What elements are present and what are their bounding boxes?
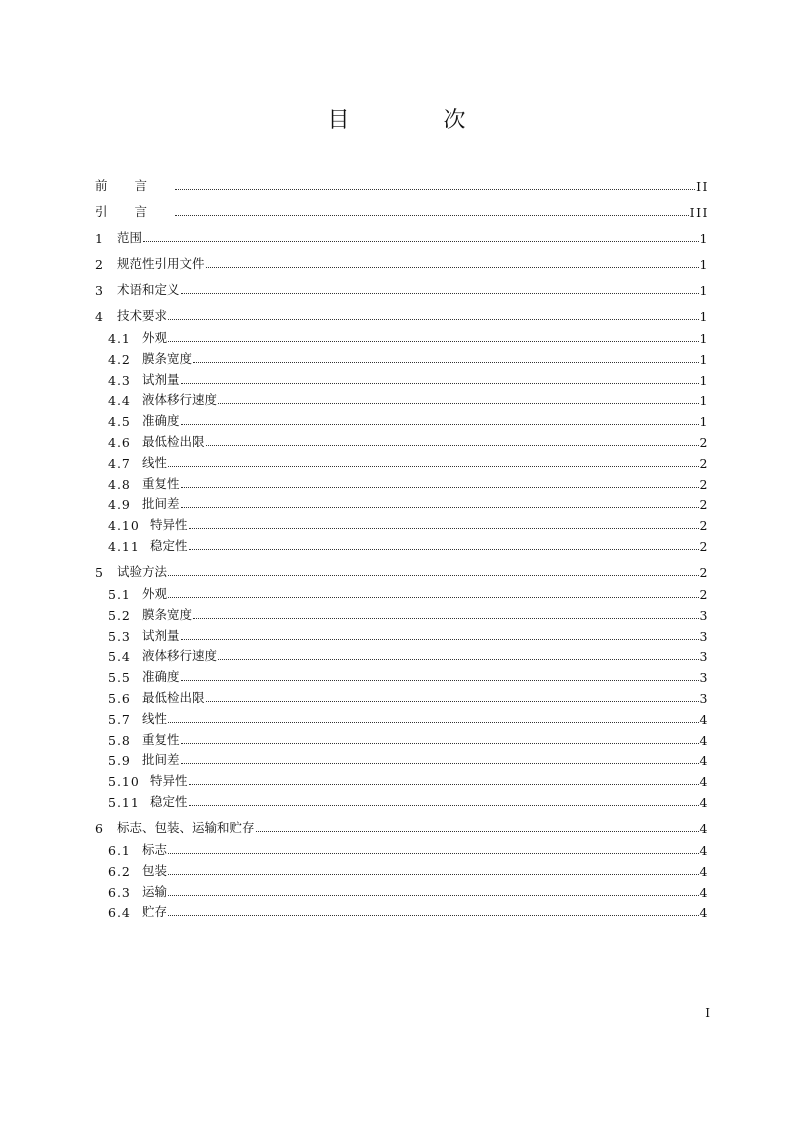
toc-entry-label: 稳定性 [150, 793, 188, 809]
toc-entry-subsection[interactable] [95, 512, 709, 533]
toc-entry-subsection[interactable] [95, 471, 709, 492]
toc-entry-label: 特异性 [150, 517, 188, 533]
toc-entry-number: 4 [95, 309, 103, 324]
toc-entry-label: 运输 [142, 883, 168, 899]
dot-leader [181, 763, 699, 764]
toc-entry-number: 6.3 [108, 884, 131, 900]
toc-entry-label: 准确度 [142, 413, 180, 429]
toc-entry-number: 5.10 [108, 774, 140, 790]
toc-entry-number: 6.2 [108, 863, 131, 879]
toc-entry-label: 液体移行速度 [142, 648, 218, 664]
toc-entry-label: 包装 [142, 862, 168, 878]
dot-leader [168, 466, 699, 467]
toc-entry-subsection[interactable] [95, 388, 709, 409]
toc-entry-subsection[interactable] [95, 858, 709, 879]
toc-entry-page-number: 4 [699, 711, 709, 727]
toc-entry-subsection[interactable] [95, 900, 709, 921]
toc-entry-number: 5.6 [108, 690, 131, 706]
toc-entry-number: 4.5 [108, 414, 131, 430]
dot-leader [168, 575, 699, 576]
toc-entry-page-number: 1 [699, 309, 709, 324]
toc-entry-label: 技术要求 [117, 308, 168, 323]
toc-entry-front-matter[interactable] [95, 170, 709, 194]
toc-entry-label: 重复性 [142, 475, 180, 491]
toc-entry-subsection[interactable] [95, 748, 709, 769]
toc-entry-label: 稳定性 [150, 537, 188, 553]
toc-entry-subsection[interactable] [95, 644, 709, 665]
toc-entry-subsection[interactable] [95, 789, 709, 810]
toc-entry-label: 标志 [142, 841, 168, 857]
toc-entry-number: 6.1 [108, 842, 131, 858]
toc-entry-number: 5.4 [108, 649, 131, 665]
dot-leader [181, 507, 699, 508]
dot-leader [206, 445, 699, 446]
toc-entry-number: 5.1 [108, 586, 131, 602]
dot-leader [189, 805, 699, 806]
toc-entry-number: 4.7 [108, 455, 131, 471]
dot-leader [181, 680, 699, 681]
toc-entry-page-number: 3 [699, 690, 709, 706]
toc-entry-page-number: 4 [699, 863, 709, 879]
toc-entry-number: 5.3 [108, 628, 131, 644]
toc-entry-label: 最低检出限 [142, 433, 205, 449]
dot-leader [218, 659, 699, 660]
toc-entry-page-number: 3 [699, 649, 709, 665]
toc-entry-subsection[interactable] [95, 685, 709, 706]
dot-leader [168, 915, 699, 916]
toc-entry-subsection[interactable] [95, 623, 709, 644]
toc-entry-subsection[interactable] [95, 408, 709, 429]
toc-entry-number: 4.11 [108, 538, 140, 554]
toc-entry-subsection[interactable] [95, 706, 709, 727]
toc-entry-label: 规范性引用文件 [117, 256, 205, 271]
toc-entry-number: 5.2 [108, 607, 131, 623]
toc-entry-subsection[interactable] [95, 429, 709, 450]
toc-entry-page-number: 2 [699, 434, 709, 450]
toc-entry-number: 4.3 [108, 372, 131, 388]
toc-entry-page-number: 2 [699, 586, 709, 602]
toc-entry-page-number: II [696, 179, 709, 194]
toc-entry-page-number: 1 [699, 351, 709, 367]
toc-entry-number: 5.8 [108, 732, 131, 748]
toc-entry-subsection[interactable] [95, 533, 709, 554]
toc-entry-label: 引言 [95, 204, 175, 219]
toc-entry-subsection[interactable] [95, 324, 709, 346]
toc-entry-subsection[interactable] [95, 580, 709, 602]
toc-entry-page-number: 1 [699, 372, 709, 388]
dot-leader [168, 597, 699, 598]
toc-entry-page-number: 2 [699, 497, 709, 513]
toc-entry-front-matter[interactable] [95, 194, 709, 220]
toc-entry-label: 贮存 [142, 904, 168, 920]
dot-leader [181, 383, 699, 384]
toc-entry-page-number: 1 [699, 393, 709, 409]
toc-entry-subsection[interactable] [95, 879, 709, 900]
toc-entry-page-number: 1 [699, 414, 709, 430]
dot-leader [143, 241, 699, 242]
toc-entry-section[interactable] [95, 220, 709, 246]
toc-entry-subsection[interactable] [95, 346, 709, 367]
toc-entry-page-number: 4 [699, 905, 709, 921]
toc-entry-label: 最低检出限 [142, 689, 205, 705]
toc-entry-section[interactable] [95, 272, 709, 298]
toc-entry-label: 液体移行速度 [142, 392, 218, 408]
toc-entry-page-number: 1 [699, 283, 709, 298]
toc-entry-label: 重复性 [142, 731, 180, 747]
dot-leader [168, 874, 699, 875]
dot-leader [189, 549, 699, 550]
toc-entry-label: 范围 [117, 230, 143, 245]
dot-leader [175, 189, 695, 190]
toc-entry-number: 4.2 [108, 351, 131, 367]
toc-entry-page-number: 3 [699, 670, 709, 686]
toc-entry-page-number: 4 [699, 774, 709, 790]
toc-entry-number: 1 [95, 231, 103, 246]
toc-entry-page-number: 2 [699, 455, 709, 471]
toc-entry-number: 5.11 [108, 794, 140, 810]
dot-leader [218, 403, 699, 404]
toc-entry-page-number: 3 [699, 628, 709, 644]
toc-entry-number: 4.9 [108, 497, 131, 513]
toc-entry-label: 膜条宽度 [142, 606, 193, 622]
toc-entry-label: 膜条宽度 [142, 350, 193, 366]
toc-entry-label: 外观 [142, 330, 168, 345]
toc-entry-subsection[interactable] [95, 450, 709, 471]
toc-entry-page-number: 4 [699, 753, 709, 769]
toc-entry-number: 4.1 [108, 331, 131, 346]
dot-leader [181, 487, 699, 488]
dot-leader [168, 341, 699, 342]
toc-entry-subsection[interactable] [95, 602, 709, 623]
toc-entry-page-number: III [689, 205, 709, 220]
toc-entry-label: 术语和定义 [117, 282, 180, 297]
toc-entry-label: 试剂量 [142, 627, 180, 643]
toc-entry-number: 5.5 [108, 670, 131, 686]
toc-entry-number: 5.7 [108, 711, 131, 727]
toc-entry-page-number: 2 [699, 564, 709, 580]
toc-entry-section[interactable] [95, 298, 709, 324]
toc-entry-section[interactable] [95, 246, 709, 272]
toc-entry-label: 试剂量 [142, 371, 180, 387]
toc-entry-page-number: 3 [699, 607, 709, 623]
dot-leader [189, 528, 699, 529]
toc-entry-page-number: 1 [699, 257, 709, 272]
dot-leader [168, 895, 699, 896]
dot-leader [193, 618, 699, 619]
dot-leader [181, 639, 699, 640]
toc-entry-number: 5 [95, 564, 103, 580]
dot-leader [206, 701, 699, 702]
toc-entry-subsection[interactable] [95, 768, 709, 789]
toc-entry-page-number: 2 [699, 518, 709, 534]
toc-entry-page-number: 1 [699, 331, 709, 346]
toc-entry-label: 标志、包装、运输和贮存 [117, 819, 255, 835]
toc-entry-page-number: 4 [699, 884, 709, 900]
toc-entry-label: 线性 [142, 454, 168, 470]
page-title: 目 次 [327, 108, 502, 133]
toc-entry-number: 4.8 [108, 476, 131, 492]
footer-page-number: I [705, 1006, 710, 1020]
toc-entry-label: 外观 [142, 585, 168, 601]
toc-entry-page-number: 2 [699, 476, 709, 492]
dot-leader [168, 319, 699, 320]
toc-entry-number: 6.4 [108, 905, 131, 921]
toc-entry-page-number: 4 [699, 794, 709, 810]
toc-entry-label: 特异性 [150, 773, 188, 789]
toc-entry-section[interactable] [95, 554, 709, 580]
toc-entry-subsection[interactable] [95, 727, 709, 748]
toc-entry-label: 线性 [142, 710, 168, 726]
toc-entry-page-number: 2 [699, 538, 709, 554]
toc-entry-subsection[interactable] [95, 492, 709, 513]
dot-leader [181, 293, 699, 294]
toc-entry-number: 4.4 [108, 393, 131, 409]
toc-entry-section[interactable] [95, 810, 709, 836]
toc-entry-number: 5.9 [108, 753, 131, 769]
toc-entry-label: 准确度 [142, 669, 180, 685]
dot-leader [181, 424, 699, 425]
toc-entry-number: 4.10 [108, 518, 140, 534]
dot-leader [175, 215, 689, 216]
toc-entry-label: 批间差 [142, 752, 180, 768]
toc-entry-subsection[interactable] [95, 664, 709, 685]
dot-leader [168, 722, 699, 723]
toc-entry-label: 批间差 [142, 496, 180, 512]
toc-entry-label: 试验方法 [117, 563, 168, 579]
dot-leader [168, 853, 699, 854]
toc-entry-page-number: 4 [699, 820, 709, 836]
dot-leader [206, 267, 699, 268]
dot-leader [189, 784, 699, 785]
dot-leader [256, 831, 699, 832]
toc-entry-page-number: 4 [699, 732, 709, 748]
toc-entry-number: 3 [95, 283, 103, 298]
table-of-contents [95, 170, 709, 920]
toc-entry-number: 2 [95, 257, 103, 272]
toc-entry-page-number: 4 [699, 842, 709, 858]
toc-entry-number: 4.6 [108, 434, 131, 450]
dot-leader [181, 743, 699, 744]
toc-entry-subsection[interactable] [95, 367, 709, 388]
toc-entry-subsection[interactable] [95, 836, 709, 858]
toc-entry-number: 6 [95, 820, 103, 836]
dot-leader [193, 362, 699, 363]
toc-entry-page-number: 1 [699, 231, 709, 246]
toc-entry-label: 前言 [95, 178, 175, 193]
